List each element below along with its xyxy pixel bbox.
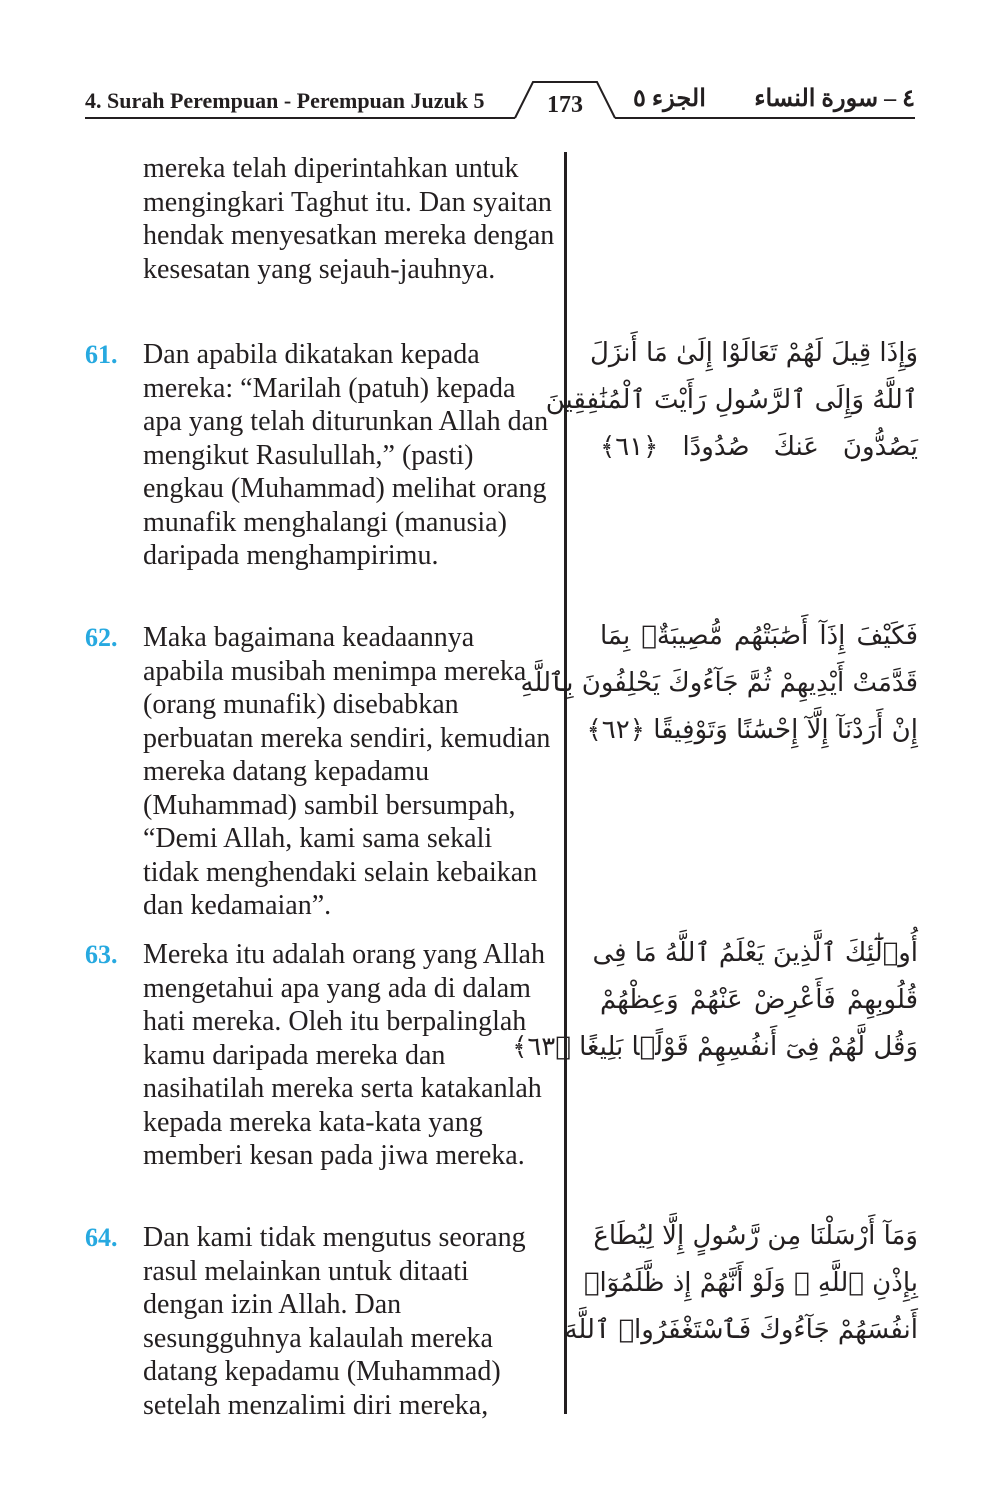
arabic-line: وَمَآ أَرْسَلْنَا مِن رَّسُولٍ إِلَّا لِيُطَاعَ (593, 1221, 918, 1251)
verse-62 (85, 621, 555, 923)
column-divider (564, 152, 567, 1414)
verse-63 (85, 938, 555, 1173)
verse-translation: Dan kami tidak mengutus seorang rasul melainkan untuk ditaati dengan izin Allah. Dan sesungguhnya kalaulah mereka datang kepadamu (Muhammad) setelah menzalimi diri mereka, (143, 1222, 526, 1421)
verse-translation: Mereka itu adalah orang yang Allah mengetahui apa yang ada di dalam hati mereka. Oleh itu berpalinglah kamu daripada mereka dan nasihatilah mereka serta katakanlah kepada mereka kata-kata yang memberi kesan pada jiwa mereka. (143, 939, 545, 1171)
arabic-line: وَقُل لَّهُمْ فِىٓ أَنفُسِهِمْ قَوْلًۢا بَلِيغًا ﴿٦٣﴾ (512, 1032, 918, 1062)
arabic-line: يَصُدُّونَ عَنكَ صُدُودًا ﴿٦١﴾ (600, 432, 918, 462)
page-number: 173 (547, 92, 583, 118)
arabic-line: أُو۟لَٰٓئِكَ ٱلَّذِينَ يَعْلَمُ ٱللَّهُ مَا فِى (592, 938, 918, 968)
arabic-verse-61 (545, 330, 918, 471)
arabic-verse-64 (564, 1213, 918, 1354)
arabic-line: ٱللَّهُ وَإِلَى ٱلرَّسُولِ رَأَيْتَ ٱلْمُنَٰفِقِينَ (545, 385, 918, 415)
verse-64 (85, 1221, 555, 1422)
arabic-line: بِإِذْنِ ٱللَّهِ ۚ وَلَوْ أَنَّهُمْ إِذ ظَّلَمُوٓا۟ (583, 1268, 918, 1298)
verse-number: 63. (85, 940, 118, 969)
surah-title-latin: 4. Surah Perempuan - Perempuan Juzuk 5 (85, 88, 485, 113)
intro-paragraph: mereka telah diperintahkan untuk mengingkari Taghut itu. Dan syaitan hendak menyesatkan mereka dengan kesesatan yang sejauh-jauhnya. (143, 153, 555, 285)
juz-arabic: الجزء ٥ (633, 86, 706, 112)
verse-61 (85, 338, 555, 573)
arabic-line: وَإِذَا قِيلَ لَهُمْ تَعَالَوْا إِلَىٰ مَا أَنزَلَ (590, 338, 918, 368)
arabic-line: أَنفُسَهُمْ جَآءُوكَ فَٱسْتَغْفَرُوا۟ ٱللَّهَ (564, 1315, 918, 1345)
surah-title-arabic: ٤ – سورة النساء (754, 86, 915, 112)
arabic-verse-62 (520, 613, 918, 754)
verse-translation: Dan apabila dikatakan kepada mereka: “Marilah (patuh) kepada apa yang telah diturunkan Allah dan mengikut Rasulullah,” (pasti) engkau (Muhammad) melihat orang munafik menghalangi (manusia) daripada menghampirimu. (143, 339, 549, 571)
arabic-line: قُلُوبِهِمْ فَأَعْرِضْ عَنْهُمْ وَعِظْهُمْ (600, 985, 918, 1015)
page-header (85, 78, 915, 122)
arabic-verse-63 (512, 930, 918, 1071)
arabic-line: إِنْ أَرَدْنَآ إِلَّآ إِحْسَٰنًا وَتَوْفِيقًا ﴿٦٢﴾ (586, 715, 918, 745)
verse-number: 62. (85, 623, 118, 652)
arabic-line: فَكَيْفَ إِذَآ أَصَٰبَتْهُم مُّصِيبَةٌۢ بِمَا (600, 621, 918, 651)
arabic-line: قَدَّمَتْ أَيْدِيهِمْ ثُمَّ جَآءُوكَ يَحْلِفُونَ بِٱللَّهِ (520, 668, 918, 698)
verse-number: 61. (85, 340, 118, 369)
verse-number: 64. (85, 1223, 118, 1252)
verse-translation: Maka bagaimana keadaannya apabila musibah menimpa mereka (orang munafik) disebabkan perbuatan mereka sendiri, kemudian mereka datang kepadamu (Muhammad) sambil bersumpah, “Demi Allah, kami sama sekali tidak menghendaki selain kebaikan dan kedamaian”. (143, 622, 551, 921)
